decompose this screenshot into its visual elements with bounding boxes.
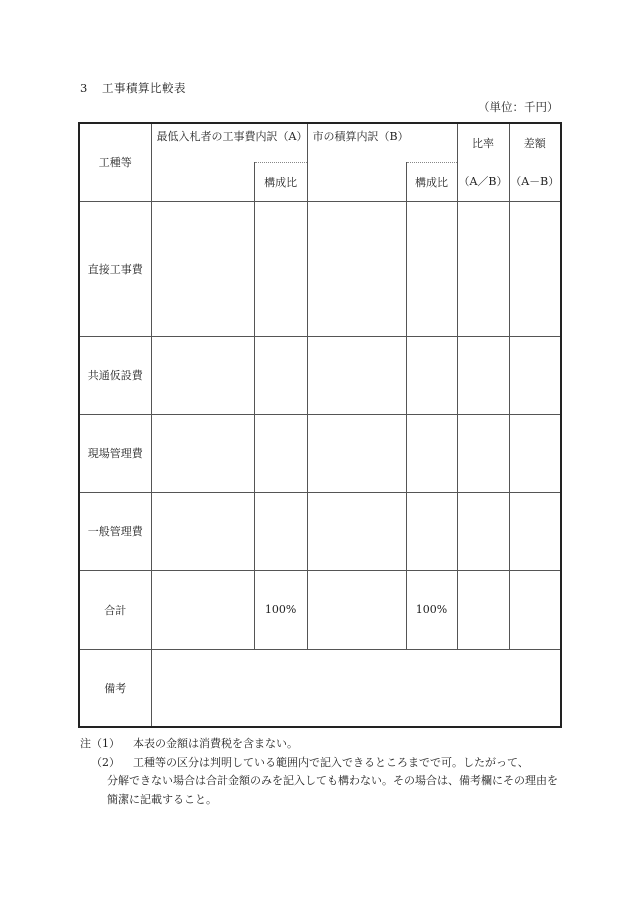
cell-a-ratio: 100%	[254, 570, 307, 649]
header-ratio: 比率	[457, 123, 509, 162]
table-row-remarks	[79, 649, 561, 727]
section-title	[80, 80, 186, 96]
notes	[80, 735, 560, 809]
cell-a-ratio[interactable]	[254, 201, 307, 336]
section-title-text: 工事積算比較表	[102, 81, 186, 95]
note-text: 工種等の区分は判明している範囲内で記入できるところまでで可。したがって、	[133, 755, 529, 769]
row-label: 共通仮設費	[79, 336, 151, 414]
cost-comparison-table	[78, 122, 562, 728]
cell-a-amount[interactable]	[151, 570, 254, 649]
note-text: 本表の金額は消費税を含まない。	[133, 737, 298, 750]
header-lowest-bidder-text: 最低入札者の工事費内訳（A）	[156, 130, 308, 143]
header-a-blank	[151, 162, 254, 201]
cell-ratio[interactable]	[457, 492, 509, 570]
row-label: 直接工事費	[79, 201, 151, 336]
note-text-continuation: 分解できない場合は合計金額のみを記入しても構わない。その場合は、備考欄にその理由を簡潔に記載すること。	[107, 774, 558, 806]
cell-a-amount[interactable]	[151, 201, 254, 336]
cell-diff[interactable]	[509, 336, 561, 414]
cell-diff[interactable]	[509, 201, 561, 336]
header-city-estimate: 市の積算内訳（B）	[307, 123, 457, 162]
cell-b-ratio: 100%	[406, 570, 457, 649]
unit-label: （単位：千円）	[478, 100, 559, 114]
cell-ratio[interactable]	[457, 414, 509, 492]
cell-a-amount[interactable]	[151, 336, 254, 414]
note-item	[80, 735, 560, 754]
cell-diff[interactable]	[509, 414, 561, 492]
cell-a-ratio[interactable]	[254, 336, 307, 414]
cell-b-amount[interactable]	[307, 201, 406, 336]
cell-b-amount[interactable]	[307, 492, 406, 570]
header-difference-sub: （A－B）	[509, 162, 561, 201]
note-number: （1）	[91, 737, 120, 750]
header-lowest-bidder	[151, 123, 307, 162]
row-label: 合計	[79, 570, 151, 649]
header-composition-a: 構成比	[254, 162, 307, 201]
cell-a-ratio[interactable]	[254, 492, 307, 570]
cell-b-amount[interactable]	[307, 336, 406, 414]
cell-b-amount[interactable]	[307, 570, 406, 649]
cell-diff[interactable]	[509, 492, 561, 570]
cell-a-ratio[interactable]	[254, 414, 307, 492]
remarks-field[interactable]	[151, 649, 561, 727]
header-composition-b: 構成比	[406, 162, 457, 201]
notes-prefix: 注	[80, 737, 91, 750]
cell-diff[interactable]	[509, 570, 561, 649]
header-b-blank	[307, 162, 406, 201]
cell-a-amount[interactable]	[151, 492, 254, 570]
cell-ratio[interactable]	[457, 570, 509, 649]
row-label: 現場管理費	[79, 414, 151, 492]
table-row	[79, 201, 561, 336]
cell-b-ratio[interactable]	[406, 492, 457, 570]
section-number: 3	[80, 81, 88, 95]
row-label: 一般管理費	[79, 492, 151, 570]
cell-a-amount[interactable]	[151, 414, 254, 492]
table-row	[79, 336, 561, 414]
table-row-total	[79, 570, 561, 649]
header-category: 工種等	[79, 123, 151, 201]
note-item	[80, 754, 560, 773]
cell-b-amount[interactable]	[307, 414, 406, 492]
cell-b-ratio[interactable]	[406, 336, 457, 414]
table-row	[79, 414, 561, 492]
remarks-label: 備考	[79, 649, 151, 727]
cell-b-ratio[interactable]	[406, 414, 457, 492]
note-number: （2）	[91, 755, 120, 769]
table-row	[79, 492, 561, 570]
header-difference: 差額	[509, 123, 561, 162]
cell-ratio[interactable]	[457, 201, 509, 336]
header-ratio-sub: （A／B）	[457, 162, 509, 201]
cell-b-ratio[interactable]	[406, 201, 457, 336]
cell-ratio[interactable]	[457, 336, 509, 414]
